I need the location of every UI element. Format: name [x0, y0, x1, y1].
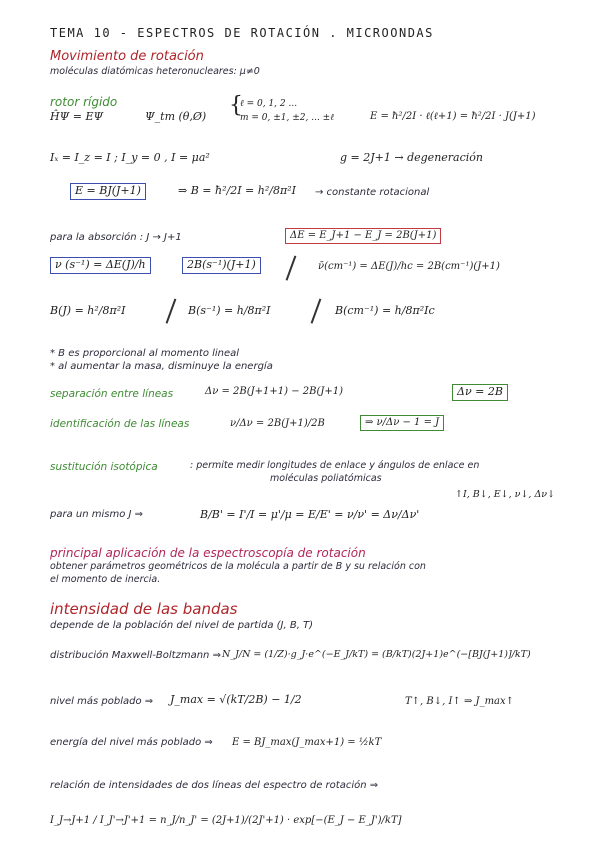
b-wavenumber: B(cm⁻¹) = h/8π²Ic	[335, 304, 435, 317]
separator-slash	[286, 256, 296, 281]
isotopic-substitution-label: sustitución isotópica	[50, 461, 158, 473]
separator-slash	[311, 299, 321, 324]
main-application-heading: principal aplicación de la espectroscopía de rotación	[50, 546, 366, 560]
same-j-label: para un mismo J ⇒	[50, 509, 144, 520]
brace-symbol: {	[229, 93, 243, 118]
schrodinger-equation: ĤΨ = EΨ	[50, 110, 104, 123]
most-populated-trend: T↑, B↓, I↑ ⇒ J_max↑	[405, 696, 515, 707]
isotopic-substitution-text: : permite medir longitudes de enlace y ángulos de enlace en	[190, 460, 480, 471]
isotopic-ratios: B/B' = I'/I = μ'/μ = E/E' = ν/ν' = Δν/Δν'	[200, 508, 420, 521]
line-identification-box: ⇒ ν/Δν − 1 = J	[360, 415, 444, 431]
wavenumber-equation: ν̄(cm⁻¹) = ΔE(J)/hc = 2B(cm⁻¹)(J+1)	[318, 261, 500, 272]
rotational-constant-def: ⇒ B = ħ²/2I = h²/8π²I	[178, 184, 296, 197]
line-separation-eq: Δν = 2B(J+1+1) − 2B(J+1)	[205, 386, 344, 397]
wavefunction: Ψ_tm (θ,Ø)	[145, 110, 207, 123]
quantum-number-l: ℓ = 0, 1, 2 ...	[240, 99, 298, 109]
intensity-ratio-label: relación de intensidades de dos líneas del espectro de rotación ⇒	[50, 780, 379, 791]
rotational-constant-label: → constante rotacional	[315, 187, 430, 198]
frequency-box: ν (s⁻¹) = ΔE(J)/h	[50, 257, 151, 274]
degeneracy: g = 2J+1 → degeneración	[340, 151, 483, 164]
maxwell-label: distribución Maxwell-Boltzmann ⇒	[50, 650, 221, 661]
delta-e-box: ΔE = E_J+1 − E_J = 2B(J+1)	[285, 228, 441, 244]
main-application-text2: el momento de inercia.	[50, 574, 161, 585]
note-item: * al aumentar la masa, disminuye la energía	[50, 361, 273, 372]
subheading-diatomic: moléculas diatómicas heteronucleares: μ≠0	[50, 66, 260, 77]
b-hertz: B(s⁻¹) = h/8π²I	[188, 304, 271, 317]
line-identification-eq: ν/Δν = 2B(J+1)/2B	[230, 418, 325, 429]
separator-slash	[166, 299, 176, 324]
maxwell-equation: N_J/N = (1/Z)·g_J·e^(−E_J/kT) = (B/kT)(2J+1)e^(−[BJ(J+1)]/kT)	[222, 649, 531, 660]
isotopic-trend: ↑I, B↓, E↓, ν↓, Δν↓	[455, 489, 556, 500]
energy-most-populated-eq: E = BJ_max(J_max+1) = ½kT	[232, 737, 382, 748]
line-separation-box: Δν = 2B	[452, 384, 508, 401]
line-identification-label: identificación de las líneas	[50, 418, 190, 430]
intensity-ratio-eq: I_J→J+1 / I_J'→J'+1 = n_J/n_J' = (2J+1)/(2J'+1) · exp[−(E_J − E_J')/kT]	[50, 815, 402, 826]
line-separation-label: separación entre líneas	[50, 388, 174, 400]
band-intensity-sub: depende de la población del nivel de partida (J, B, T)	[50, 620, 314, 631]
energy-box: E = BJ(J+1)	[70, 183, 146, 200]
energy-most-populated-label: energía del nivel más poblado ⇒	[50, 737, 213, 748]
most-populated-label: nivel más poblado ⇒	[50, 696, 154, 707]
main-application-text: obtener parámetros geométricos de la molécula a partir de B y su relación con	[50, 561, 426, 572]
heading-rigid-rotor: rotor rígido	[50, 95, 118, 109]
b-joule: B(J) = h²/8π²I	[50, 304, 126, 317]
most-populated-eq: J_max = √(kT/2B) − 1/2	[170, 693, 302, 706]
inertia-moments: Iₓ = I_z = I ; I_y = 0 , I = μa²	[50, 151, 210, 164]
band-intensity-heading: intensidad de las bandas	[50, 600, 238, 618]
frequency-box-result: 2B(s⁻¹)(J+1)	[182, 257, 261, 274]
quantum-number-m: m = 0, ±1, ±2, ... ±ℓ	[240, 113, 334, 123]
energy-equation: E = ħ²/2I · ℓ(ℓ+1) = ħ²/2I · J(J+1)	[370, 111, 536, 122]
absorption-rule: para la absorción : J → J+1	[50, 232, 182, 243]
page-title: TEMA 10 - ESPECTROS DE ROTACIÓN . MICROONDAS	[50, 26, 434, 40]
note-item: * B es proporcional al momento lineal	[50, 348, 240, 359]
heading-rotational-motion: Movimiento de rotación	[50, 49, 204, 64]
isotopic-substitution-text2: moléculas poliatómicas	[270, 473, 382, 484]
